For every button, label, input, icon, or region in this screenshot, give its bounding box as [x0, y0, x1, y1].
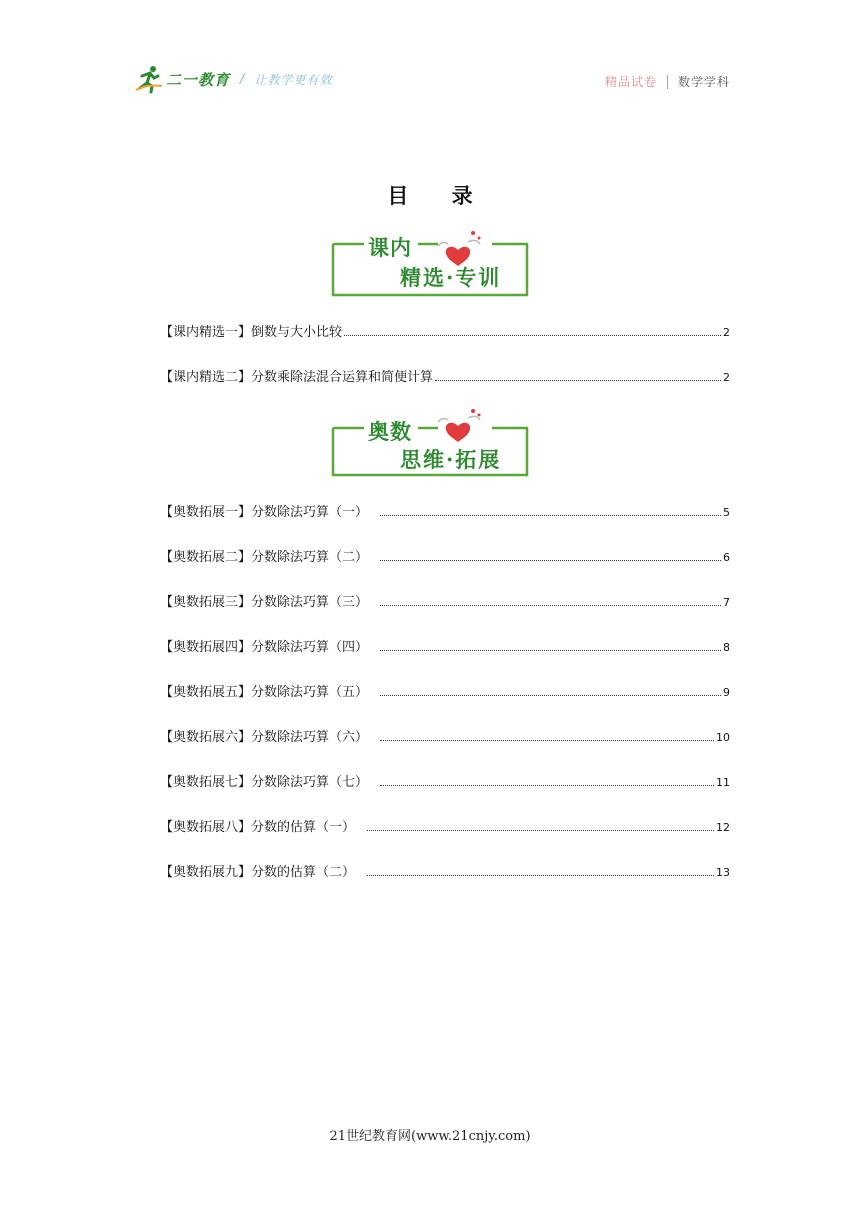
- toc-entry-page: 7: [723, 596, 730, 609]
- toc-entry[interactable]: [160, 635, 730, 655]
- toc-leader: [380, 560, 721, 561]
- toc-leader: [435, 380, 721, 381]
- toc-entry[interactable]: [160, 770, 730, 790]
- toc-entry[interactable]: [160, 815, 730, 835]
- toc-entry[interactable]: [160, 860, 730, 880]
- toc-entry-label: 【奥数拓展七】分数除法巧算（七）: [160, 775, 369, 790]
- toc-entry-page: 12: [716, 821, 730, 834]
- section-banner-1: [330, 228, 530, 298]
- toc-leader: [380, 515, 721, 516]
- logo-slogan: 让教学更有效: [254, 72, 333, 87]
- page-title: 目 录: [387, 184, 491, 208]
- toc-leader: [380, 650, 721, 651]
- toc-entry[interactable]: [160, 500, 730, 520]
- toc-entry-label: 【奥数拓展四】分数除法巧算（四）: [160, 640, 369, 655]
- toc-entry-page: 11: [716, 776, 730, 789]
- toc-entry-label: 【奥数拓展三】分数除法巧算（三）: [160, 595, 369, 610]
- toc-entry-label: 【课内精选一】倒数与大小比较: [160, 325, 343, 340]
- toc-entry-label: 【奥数拓展五】分数除法巧算（五）: [160, 685, 369, 700]
- toc-entry-label: 【奥数拓展二】分数除法巧算（二）: [160, 550, 369, 565]
- heart-icon: [438, 409, 481, 442]
- header-separator: /: [240, 71, 245, 87]
- toc-entry-page: 9: [723, 686, 730, 699]
- toc-entry-page: 10: [716, 731, 730, 744]
- toc-leader: [367, 875, 714, 876]
- toc-entry-page: 13: [716, 866, 730, 879]
- toc-entry-page: 2: [723, 326, 730, 339]
- toc-entry-page: 2: [723, 371, 730, 384]
- heart-icon: [438, 231, 481, 266]
- logo-name: 二一教育: [166, 70, 231, 89]
- toc-entry[interactable]: [160, 320, 730, 340]
- header-divider: [667, 75, 668, 89]
- toc-entry-label: 【课内精选二】分数乘除法混合运算和简便计算: [160, 370, 434, 385]
- toc-leader: [380, 695, 721, 696]
- toc-entry[interactable]: [160, 545, 730, 565]
- banner-2-title: 奥数: [368, 419, 412, 444]
- brand-logo: [134, 64, 332, 94]
- toc-entry-label: 【奥数拓展一】分数除法巧算（一）: [160, 505, 369, 520]
- header-right: [605, 73, 730, 90]
- page-header: [134, 64, 734, 100]
- toc-leader: [380, 605, 721, 606]
- toc-leader: [380, 740, 714, 741]
- banner-2-subtitle: 思维·拓展: [400, 447, 502, 472]
- toc-entry[interactable]: [160, 680, 730, 700]
- toc-entry-page: 6: [723, 551, 730, 564]
- toc-leader: [344, 335, 721, 336]
- toc-leader: [380, 785, 714, 786]
- banner-1-subtitle: 精选·专训: [400, 265, 502, 290]
- toc-entry[interactable]: [160, 725, 730, 745]
- page-footer: 21世纪教育网(www.21cnjy.com): [329, 1129, 531, 1144]
- toc-entry-label: 【奥数拓展八】分数的估算（一）: [160, 820, 356, 835]
- toc-entry-page: 8: [723, 641, 730, 654]
- toc-entry-label: 【奥数拓展九】分数的估算（二）: [160, 865, 356, 880]
- toc-entry[interactable]: [160, 590, 730, 610]
- toc-leader: [367, 830, 714, 831]
- header-subject: 数学学科: [677, 75, 730, 89]
- runner-logo-icon: [134, 64, 164, 94]
- toc-entry[interactable]: [160, 365, 730, 385]
- toc-entry-page: 5: [723, 506, 730, 519]
- banner-1-title: 课内: [368, 235, 412, 260]
- section-banner-2: [330, 408, 530, 478]
- header-tag: 精品试卷: [604, 75, 657, 89]
- toc-entry-label: 【奥数拓展六】分数除法巧算（六）: [160, 730, 369, 745]
